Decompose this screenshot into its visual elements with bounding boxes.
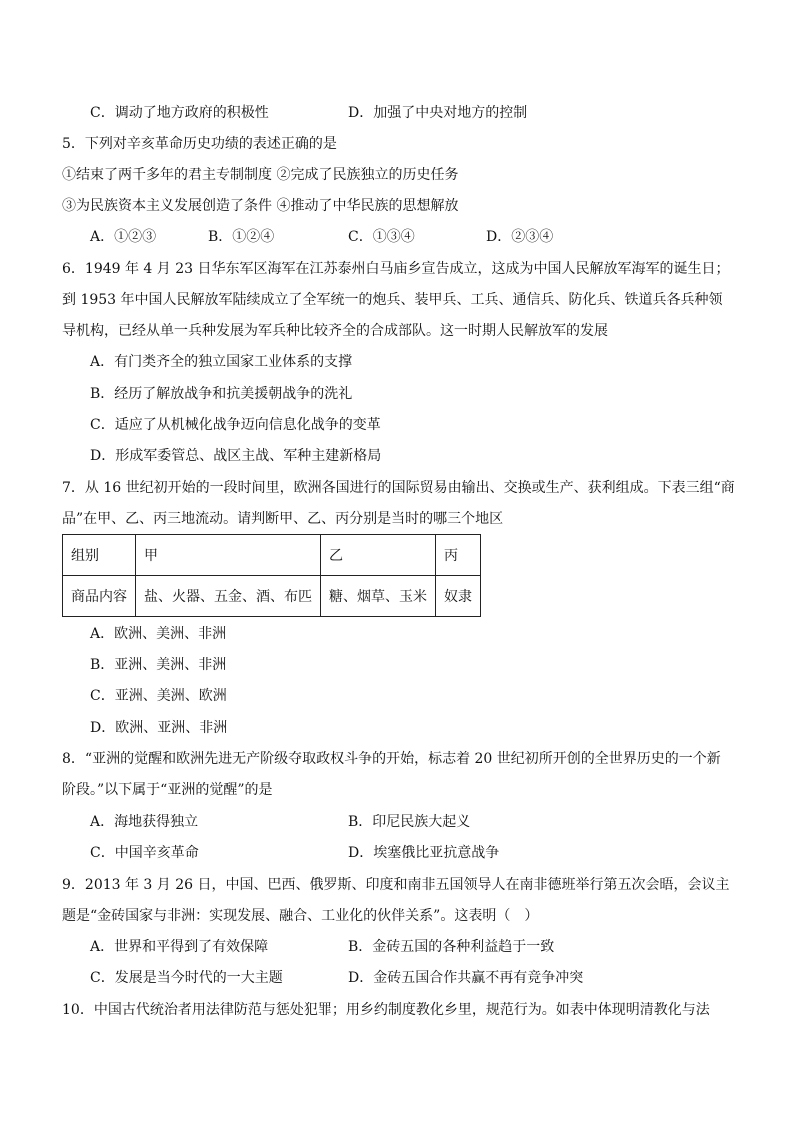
q7-stem-1: 7．从 16 世纪初开始的一段时间里，欧洲各国进行的国际贸易由输出、交换或生产、获利组成。下表三组“商 [62,480,735,496]
q9-option-b[interactable]: B．金砖五国的各种利益趋于一致 [348,939,555,955]
q5-option-c[interactable]: C．①③④ [348,229,415,245]
q9-option-c[interactable]: C．发展是当今时代的一大主题 [90,970,283,986]
q9-options-cd [90,968,740,988]
q8-stem-2: 阶段。”以下属于“亚洲的觉醒”的是 [62,782,273,798]
q6-stem-1: 6．1949 年 4 月 23 日华东军区海军在江苏泰州白马庙乡宣告成立，这成为中国人民解放军海军的诞生日； [62,261,730,277]
q6-option-c[interactable]: C．适应了从机械化战争迈向信息化战争的变革 [90,417,381,433]
q5-option-a[interactable]: A．①②③ [90,229,157,245]
q7-option-b[interactable]: B．亚洲、美洲、非洲 [90,657,227,673]
q5-options [90,227,740,247]
q10-stem-1: 10．中国古代统治者用法律防范与惩处犯罪；用乡约制度教化乡里，规范行为。如表中体现明清教化与法 [62,1002,710,1018]
table-cell: 奴隶 [436,576,481,617]
q9-option-a[interactable]: A．世界和平得到了有效保障 [90,939,269,955]
q5-option-b[interactable]: B．①②④ [208,229,275,245]
table-header-cell: 乙 [321,535,436,576]
q8-option-c[interactable]: C．中国辛亥革命 [90,845,199,861]
q8-options-cd [90,843,740,863]
table-header-cell: 丙 [436,535,481,576]
table-header-cell: 甲 [136,535,321,576]
q9-options-ab [90,937,740,957]
q8-option-d[interactable]: D．埃塞俄比亚抗意战争 [348,845,500,861]
table-row [63,535,481,576]
q5-option-d[interactable]: D．②③④ [486,229,554,245]
table-cell: 盐、火器、五金、酒、布匹 [136,576,321,617]
q8-option-b[interactable]: B．印尼民族大起义 [348,814,471,830]
q9-stem-2: 题是“金砖国家与非洲：实现发展、融合、工业化的伙伴关系”。这表明（ ） [62,908,539,924]
q6-option-a[interactable]: A．有门类齐全的独立国家工业体系的支撑 [90,354,353,370]
q6-stem-2: 到 1953 年中国人民解放军陆续成立了全军统一的炮兵、装甲兵、工兵、通信兵、防化兵、铁道兵各兵种领 [62,292,723,308]
table-cell: 商品内容 [63,576,136,617]
table-row [63,576,481,617]
q6-stem-3: 导机构，已经从单一兵种发展为军兵种比较齐全的合成部队。这一时期人民解放军的发展 [62,323,608,339]
q7-option-a[interactable]: A．欧洲、美洲、非洲 [90,626,227,642]
q5-items-2: ③为民族资本主义发展创造了条件 ④推动了中华民族的思想解放 [62,198,459,214]
q5-stem: 5．下列对辛亥革命历史功绩的表述正确的是 [62,136,337,152]
q8-options-ab [90,812,740,832]
table-header-cell: 组别 [63,535,136,576]
q4-option-d[interactable]: D．加强了中央对地方的控制 [348,105,528,121]
q9-stem-1: 9．2013 年 3 月 26 日，中国、巴西、俄罗斯、印度和南非五国领导人在南非德班举行第五次会晤，会议主 [62,877,730,893]
q9-option-d[interactable]: D．金砖五国合作共赢不再有竞争冲突 [348,970,584,986]
goods-table [62,534,481,617]
q7-option-d[interactable]: D．欧洲、亚洲、非洲 [90,720,228,736]
q6-option-d[interactable]: D．形成军委管总、战区主战、军种主建新格局 [90,448,382,464]
q4-options-cd [90,103,740,123]
q4-option-c[interactable]: C．调动了地方政府的积极性 [90,105,269,121]
q7-option-c[interactable]: C．亚洲、美洲、欧洲 [90,688,227,704]
table-cell: 糖、烟草、玉米 [321,576,436,617]
q8-option-a[interactable]: A．海地获得独立 [90,814,199,830]
q5-items-1: ①结束了两千多年的君主专制制度 ②完成了民族独立的历史任务 [62,167,459,183]
q8-stem-1: 8．“亚洲的觉醒和欧洲先进无产阶级夺取政权斗争的开始，标志着 20 世纪初所开创的全世界历史的一个新 [62,751,721,767]
q7-stem-2: 品”在甲、乙、丙三地流动。请判断甲、乙、丙分别是当时的哪三个地区 [62,511,504,527]
q6-option-b[interactable]: B．经历了解放战争和抗美援朝战争的洗礼 [90,386,353,402]
